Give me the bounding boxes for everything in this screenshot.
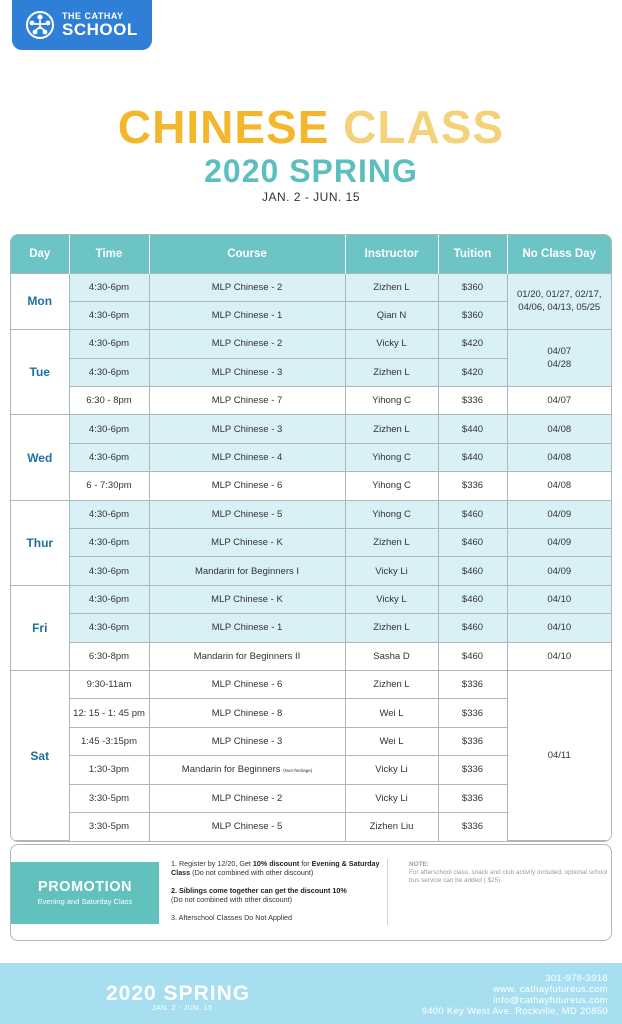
- time-cell: 4:30-6pm: [69, 415, 149, 443]
- no-class-cell: 04/08: [507, 472, 611, 500]
- course-cell: Mandarin for Beginners I: [149, 557, 345, 585]
- tuition-cell: $420: [438, 330, 507, 358]
- no-class-cell: [507, 330, 611, 387]
- schedule-table: [10, 234, 612, 842]
- course-cell: MLP Chinese - 6: [149, 472, 345, 500]
- time-cell: 4:30-6pm: [69, 443, 149, 471]
- table-header-row: [11, 235, 611, 273]
- footer-dates: JAN. 2 - JUN. 15: [152, 1005, 213, 1012]
- course-cell: MLP Chinese - K: [149, 529, 345, 557]
- course-cell: MLP Chinese - 3: [149, 727, 345, 755]
- tuition-cell: $336: [438, 387, 507, 415]
- promotion-item-2: 2. Siblings come together can get the discount 10% (Do not combined with other discount): [171, 886, 347, 904]
- logo-text-big: SCHOOL: [62, 20, 138, 39]
- footer: [0, 963, 622, 1024]
- tuition-cell: $460: [438, 557, 507, 585]
- instructor-cell: Zizhen L: [345, 670, 438, 698]
- tuition-cell: $440: [438, 415, 507, 443]
- course-cell: MLP Chinese - 1: [149, 614, 345, 642]
- course-cell: MLP Chinese - 4: [149, 443, 345, 471]
- promotion-divider: [387, 859, 388, 925]
- table-row: [11, 387, 611, 415]
- time-cell: 4:30-6pm: [69, 330, 149, 358]
- no-class-cell: 04/07: [507, 387, 611, 415]
- instructor-cell: Zizhen L: [345, 358, 438, 386]
- instructor-cell: Yihong C: [345, 500, 438, 528]
- footer-contact: [422, 973, 608, 1017]
- table-row: [11, 330, 611, 358]
- no-class-cell: 04/10: [507, 614, 611, 642]
- course-cell: MLP Chinese - 2: [149, 330, 345, 358]
- no-class-cell: 04/09: [507, 500, 611, 528]
- title-part1: CHINESE: [117, 101, 330, 153]
- day-cell: Tue: [11, 330, 69, 415]
- no-class-cell: 04/08: [507, 443, 611, 471]
- header-tuition: Tuition: [438, 235, 507, 273]
- tuition-cell: $336: [438, 670, 507, 698]
- tuition-cell: $420: [438, 358, 507, 386]
- no-class-cell: 04/08: [507, 415, 611, 443]
- time-cell: 12: 15 - 1: 45 pm: [69, 699, 149, 727]
- course-note: (Non-heritage): [283, 768, 313, 774]
- instructor-cell: Zizhen L: [345, 273, 438, 301]
- table-row: [11, 273, 611, 301]
- promotion-title: PROMOTION: [38, 879, 132, 895]
- logo-text-small: THE CATHAY: [62, 11, 124, 21]
- no-class-date: 04/07: [547, 346, 572, 358]
- tuition-cell: $460: [438, 585, 507, 613]
- course-cell: MLP Chinese - K: [149, 585, 345, 613]
- time-cell: 6 - 7:30pm: [69, 472, 149, 500]
- table-row: [11, 642, 611, 670]
- table-row: [11, 415, 611, 443]
- table-row: [11, 670, 611, 698]
- tuition-cell: $440: [438, 443, 507, 471]
- instructor-cell: Zizhen L: [345, 529, 438, 557]
- course-cell: MLP Chinese - 1: [149, 301, 345, 329]
- instructor-cell: Zizhen Liu: [345, 812, 438, 840]
- promotion-item-3: 3. Afterschool Classes Do Not Applied: [171, 913, 293, 922]
- time-cell: 6:30-8pm: [69, 642, 149, 670]
- promotion-box: [10, 844, 612, 941]
- time-cell: 4:30-6pm: [69, 358, 149, 386]
- note-text: For afterschool class, snack and club activity included, optional school bus service can be added ( $25): [409, 869, 608, 884]
- instructor-cell: Vicky Li: [345, 784, 438, 812]
- time-cell: 4:30-6pm: [69, 529, 149, 557]
- header-course: Course: [149, 235, 345, 273]
- time-cell: 1:45 -3:15pm: [69, 727, 149, 755]
- footer-title: 2020 SPRING: [106, 982, 251, 1005]
- title-part2: CLASS: [343, 101, 505, 153]
- time-cell: 9:30-11am: [69, 670, 149, 698]
- table-row: [11, 500, 611, 528]
- course-cell: [149, 756, 345, 784]
- instructor-cell: Vicky L: [345, 330, 438, 358]
- time-cell: 4:30-6pm: [69, 614, 149, 642]
- no-class-cell: 04/09: [507, 529, 611, 557]
- tuition-cell: $336: [438, 756, 507, 784]
- course-cell: MLP Chinese - 3: [149, 415, 345, 443]
- time-cell: 4:30-6pm: [69, 585, 149, 613]
- no-class-cell: 01/20, 01/27, 02/17, 04/06, 04/13, 05/25: [507, 273, 611, 330]
- tuition-cell: $336: [438, 699, 507, 727]
- time-cell: 6:30 - 8pm: [69, 387, 149, 415]
- time-cell: 4:30-6pm: [69, 557, 149, 585]
- instructor-cell: Vicky Li: [345, 756, 438, 784]
- day-cell: Wed: [11, 415, 69, 500]
- table-row: [11, 443, 611, 471]
- tuition-cell: $460: [438, 500, 507, 528]
- instructor-cell: Wei L: [345, 727, 438, 755]
- term-dates: JAN. 2 - JUN. 15: [261, 190, 361, 204]
- page-title: [0, 100, 622, 154]
- course-cell: MLP Chinese - 6: [149, 670, 345, 698]
- day-cell: Fri: [11, 585, 69, 670]
- no-class-date: 04/28: [547, 359, 572, 371]
- note-label: NOTE:: [409, 861, 429, 868]
- tuition-cell: $336: [438, 812, 507, 840]
- instructor-cell: Zizhen L: [345, 415, 438, 443]
- table-row: [11, 614, 611, 642]
- tuition-cell: $460: [438, 642, 507, 670]
- tuition-cell: $360: [438, 273, 507, 301]
- header-no-class-day: No Class Day: [507, 235, 611, 273]
- tuition-cell: $360: [438, 301, 507, 329]
- header-time: Time: [69, 235, 149, 273]
- no-class-cell: 04/11: [507, 670, 611, 840]
- header-day: Day: [11, 235, 69, 273]
- instructor-cell: Zizhen L: [345, 614, 438, 642]
- table-row: [11, 529, 611, 557]
- page-subtitle: 2020 SPRING: [204, 153, 418, 189]
- promotion-item-1: 1. Register by 12/20, Get 10% discount for Evening & Saturday Class (Do not combined with other discount): [171, 859, 380, 877]
- time-cell: 3:30-5pm: [69, 812, 149, 840]
- course-cell: MLP Chinese - 8: [149, 699, 345, 727]
- header-instructor: Instructor: [345, 235, 438, 273]
- day-cell: Sat: [11, 670, 69, 840]
- instructor-cell: Wei L: [345, 699, 438, 727]
- instructor-cell: Qian N: [345, 301, 438, 329]
- course-cell: MLP Chinese - 5: [149, 500, 345, 528]
- school-logo[interactable]: [12, 0, 152, 50]
- table-row: [11, 585, 611, 613]
- time-cell: 4:30-6pm: [69, 301, 149, 329]
- tuition-cell: $460: [438, 614, 507, 642]
- instructor-cell: Sasha D: [345, 642, 438, 670]
- footer-phone[interactable]: 301-978-3918: [545, 973, 608, 984]
- tuition-cell: $336: [438, 784, 507, 812]
- instructor-cell: Yihong C: [345, 443, 438, 471]
- tuition-cell: $336: [438, 472, 507, 500]
- time-cell: 4:30-6pm: [69, 273, 149, 301]
- table-row: [11, 557, 611, 585]
- day-cell: Thur: [11, 500, 69, 585]
- no-class-cell: 04/09: [507, 557, 611, 585]
- instructor-cell: Vicky L: [345, 585, 438, 613]
- table-row: [11, 472, 611, 500]
- star-people-icon: [24, 9, 56, 41]
- promotion-list: [171, 859, 381, 931]
- instructor-cell: Yihong C: [345, 387, 438, 415]
- promotion-note: [409, 861, 609, 885]
- course-cell: MLP Chinese - 3: [149, 358, 345, 386]
- day-cell: Mon: [11, 273, 69, 330]
- promotion-banner: [11, 862, 159, 924]
- course-name: Mandarin for Beginners: [181, 764, 281, 776]
- time-cell: 4:30-6pm: [69, 500, 149, 528]
- course-cell: MLP Chinese - 7: [149, 387, 345, 415]
- time-cell: 1:30-3pm: [69, 756, 149, 784]
- tuition-cell: $336: [438, 727, 507, 755]
- no-class-cell: 04/10: [507, 585, 611, 613]
- course-cell: Mandarin for Beginners II: [149, 642, 345, 670]
- footer-address: 9400 Key West Ave. Rockville, MD 20850: [421, 1006, 608, 1017]
- time-cell: 3:30-5pm: [69, 784, 149, 812]
- course-cell: MLP Chinese - 2: [149, 273, 345, 301]
- no-class-cell: 04/10: [507, 642, 611, 670]
- instructor-cell: Yihong C: [345, 472, 438, 500]
- instructor-cell: Vicky Li: [345, 557, 438, 585]
- tuition-cell: $460: [438, 529, 507, 557]
- footer-email[interactable]: info@cathayfutureus.com: [493, 995, 608, 1006]
- course-cell: MLP Chinese - 2: [149, 784, 345, 812]
- promotion-subtitle: Evening and Saturday Class: [37, 897, 133, 906]
- footer-website[interactable]: www. cathayfutureus.com: [492, 984, 608, 995]
- course-cell: MLP Chinese - 5: [149, 812, 345, 840]
